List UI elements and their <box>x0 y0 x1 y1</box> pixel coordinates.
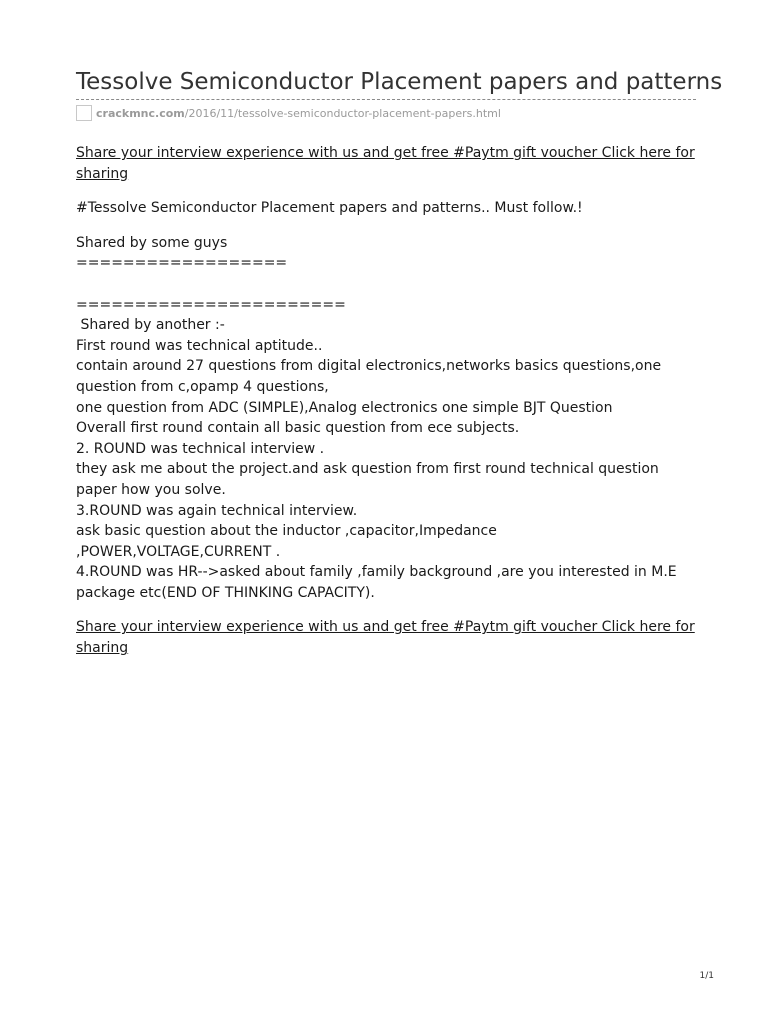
text-line: 3.ROUND was again technical interview. <box>76 502 358 519</box>
text-line: ask basic question about the inductor ,capacitor,Impedance ,POWER,VOLTAGE,CURRENT . <box>76 523 502 560</box>
text-line: Overall first round contain all basic question from ece subjects. <box>76 420 520 437</box>
text-line: one question from ADC (SIMPLE),Analog electronics one simple BJT Question <box>76 399 613 416</box>
favicon-icon <box>76 105 92 121</box>
text-line: they ask me about the project.and ask question from first round technical question paper how you solve. <box>76 461 664 498</box>
share-experience-link-top[interactable]: Share your interview experience with us and get free #Paytm gift voucher Click here for sharing <box>76 145 695 182</box>
page-title: Tessolve Semiconductor Placement papers and patterns <box>76 69 723 95</box>
text-line: 4.ROUND was HR-->asked about family ,family background ,are you interested in M.E package etc(END OF THINKING CAPACITY). <box>76 564 682 601</box>
text-line: ================== <box>76 255 288 272</box>
page-number: 1/1 <box>699 971 714 981</box>
text-line: contain around 27 questions from digital electronics,networks basics questions,one question from c,opamp 4 questions, <box>76 358 666 395</box>
text-line: Shared by some guys <box>76 234 228 251</box>
source-domain: crackmnc.com <box>96 106 185 120</box>
text-line: ======================= <box>76 296 346 313</box>
share-experience-link-bottom[interactable]: Share your interview experience with us and get free #Paytm gift voucher Click here for sharing <box>76 619 695 657</box>
source-path: /2016/11/tessolve-semiconductor-placement-papers.html <box>184 106 501 120</box>
intro-paragraph: #Tessolve Semiconductor Placement papers and patterns.. Must follow.! <box>76 200 583 217</box>
text-line: Shared by another :- <box>76 317 225 334</box>
text-line: 2. ROUND was technical interview . <box>76 440 325 457</box>
experience-block <box>76 233 696 604</box>
source-url[interactable] <box>76 104 501 122</box>
title-divider <box>76 99 696 100</box>
article-body <box>76 143 696 673</box>
text-line <box>76 274 696 295</box>
text-line: First round was technical aptitude.. <box>76 337 323 354</box>
